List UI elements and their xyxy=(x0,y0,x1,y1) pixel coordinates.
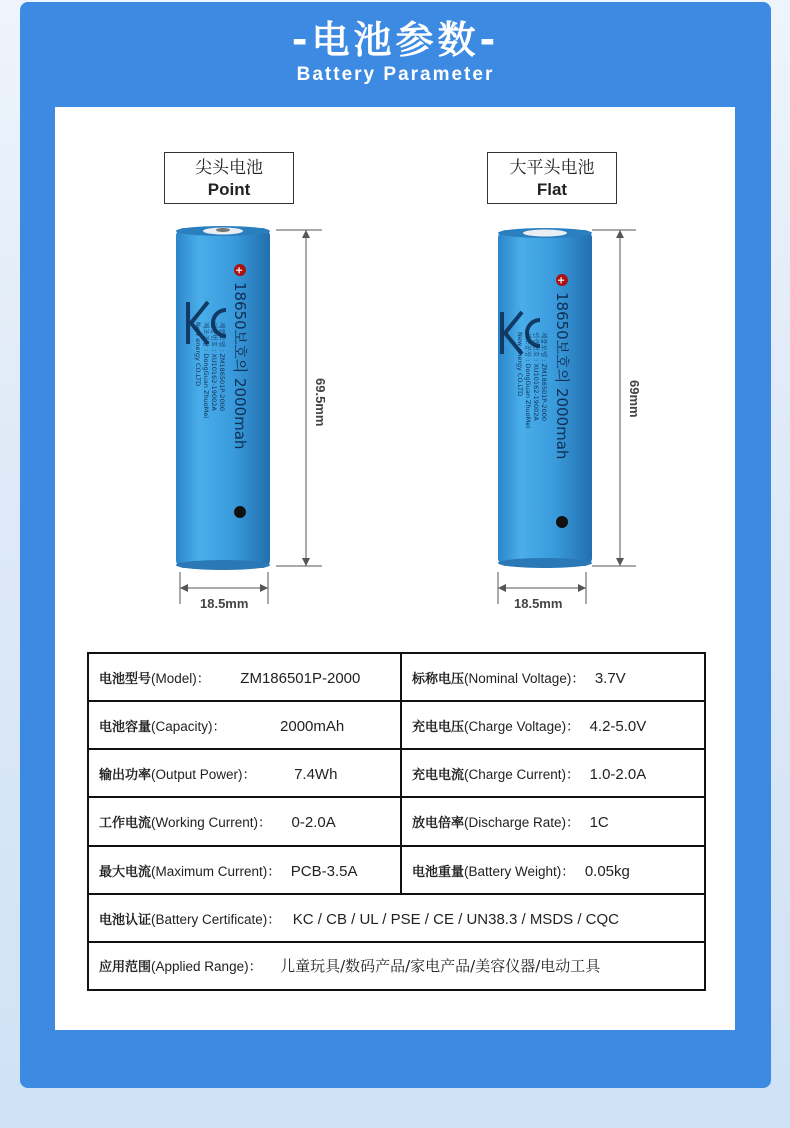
spec-cell-range: 应用范围(Applied Range)： 儿童玩具/数码产品/家电产品/美容仪器/电动工具 xyxy=(88,942,705,990)
svg-text:+: + xyxy=(233,266,244,275)
point-diameter-label: 18.5mm xyxy=(200,596,249,611)
flat-label-cn: 大平头电池 xyxy=(509,158,595,178)
spec-cell: 电池型号(Model)： ZM186501P-2000 xyxy=(88,653,401,701)
spec-cell: 电池容量(Capacity)： 2000mAh xyxy=(88,701,401,749)
spec-cell: 充电电流(Charge Current)： 1.0-2.0A xyxy=(401,749,705,797)
table-row xyxy=(88,653,705,701)
table-row xyxy=(88,942,705,990)
table-row xyxy=(88,894,705,942)
spec-cell: 充电电压(Charge Voltage)： 4.2-5.0V xyxy=(401,701,705,749)
flat-label-box xyxy=(487,152,617,204)
point-label-box xyxy=(164,152,294,204)
flat-print-line1: 제품모델 : ZM186501P-2000 xyxy=(540,332,548,421)
flat-height-label: 69mm xyxy=(627,380,642,418)
header xyxy=(20,10,771,86)
point-print-line2: 인증번호 : XU10162-19002A xyxy=(210,322,218,411)
spec-cell: 电池重量(Battery Weight)： 0.05kg xyxy=(401,846,705,894)
point-battery-image xyxy=(170,222,330,612)
flat-print-line2: 인증번호 : XU10162-19002A xyxy=(532,332,540,421)
point-height-label: 69.5mm xyxy=(313,378,328,427)
table-row xyxy=(88,701,705,749)
table-row xyxy=(88,846,705,894)
point-capacity-print: 18650보호의 2000mah xyxy=(231,282,249,450)
point-label-en: Point xyxy=(207,180,251,199)
spec-cell-certificate: 电池认证(Battery Certificate)： KC / CB / UL / PSE / CE / UN38.3 / MSDS / CQC xyxy=(88,894,705,942)
flat-capacity-print: 18650보호의 2000mah xyxy=(553,292,571,460)
spec-table xyxy=(87,652,706,991)
point-print-line3: 제조공장 : DongGuan ZhuoMei xyxy=(202,322,210,419)
table-row xyxy=(88,797,705,845)
spec-cell: 最大电流(Maximum Current)： PCB-3.5A xyxy=(88,846,401,894)
point-label-cn: 尖头电池 xyxy=(195,158,263,178)
spec-cell: 标称电压(Nominal Voltage)： 3.7V xyxy=(401,653,705,701)
table-row xyxy=(88,749,705,797)
svg-text:+: + xyxy=(555,276,566,285)
page-subtitle: Battery Parameter xyxy=(296,64,495,85)
point-print-line1: 제품모델 : ZM186501P-2000 xyxy=(218,322,226,411)
point-print-line4: New energy CO.LTD xyxy=(194,322,202,387)
spec-cell: 输出功率(Output Power)： 7.4Wh xyxy=(88,749,401,797)
spec-cell: 工作电流(Working Current)： 0-2.0A xyxy=(88,797,401,845)
flat-print-line3: 제조공장 : DongGuan ZhuoMei xyxy=(524,332,532,429)
flat-print-line4: New energy CO.LTD xyxy=(516,332,524,397)
flat-label-en: Flat xyxy=(536,180,568,199)
spec-cell: 放电倍率(Discharge Rate)： 1C xyxy=(401,797,705,845)
page-title: -电池参数- xyxy=(291,18,500,62)
flat-diameter-label: 18.5mm xyxy=(514,596,563,611)
